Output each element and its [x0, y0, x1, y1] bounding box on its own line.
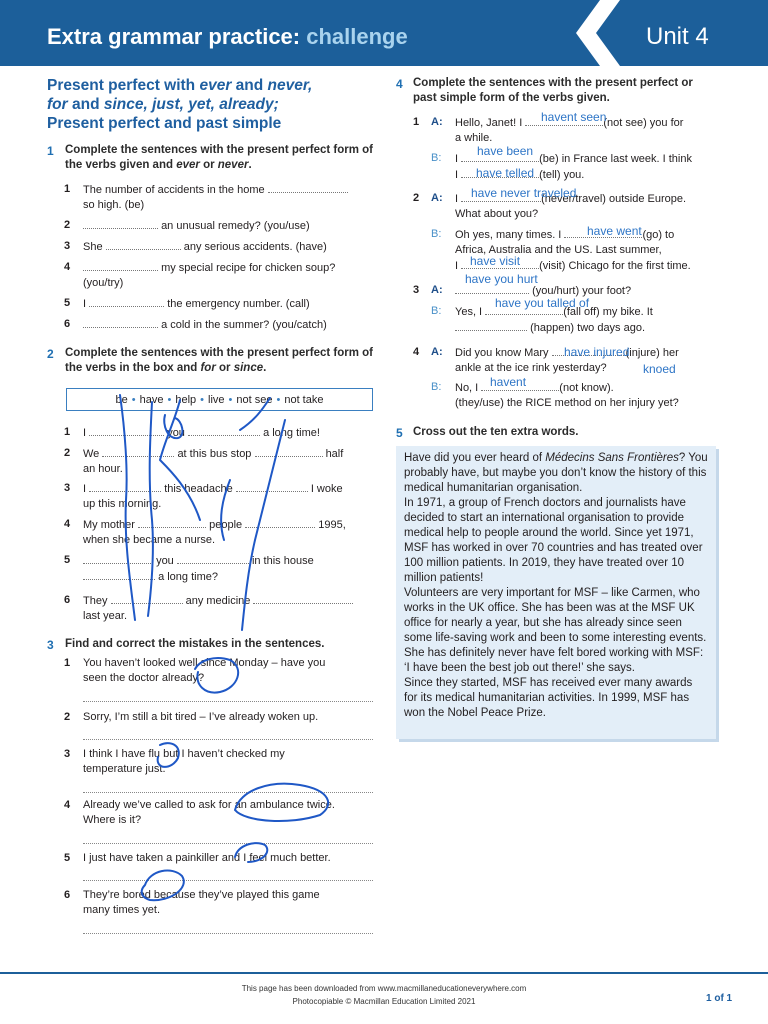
item-number: 5 [64, 852, 71, 864]
correction-line[interactable] [83, 792, 373, 793]
item-number: 4 [64, 261, 71, 273]
item-number: 1 [64, 657, 71, 669]
ex2-item-2: We at this bus stop half an hour. [83, 448, 344, 475]
ex1-item-6: a cold in the summer? (you/catch) [83, 317, 373, 333]
speaker-b: B: [431, 381, 442, 393]
answer-blank[interactable] [138, 517, 206, 528]
answer-blank[interactable] [106, 239, 181, 250]
handwritten-answer: have been [477, 144, 534, 158]
item-number: 4 [64, 518, 71, 530]
handwritten-answer: knoed [643, 362, 676, 376]
speaker-a: A: [431, 346, 443, 358]
ex2-item-5: you in this house a long time? [83, 553, 378, 585]
correction-line[interactable] [83, 843, 373, 844]
handwritten-answer: have injured [564, 345, 630, 359]
exercise-1-instructions: Complete the sentences with the present perfect form of the verbs given and ever or never. [65, 144, 374, 171]
answer-blank[interactable] [245, 517, 315, 528]
ex1-item-4: my special recipe for chicken soup? (you/try) [83, 262, 336, 289]
handwritten-answer: have went [587, 224, 642, 238]
box-word: not see [236, 393, 273, 406]
box-word: not take [284, 393, 324, 406]
answer-blank[interactable] [177, 553, 249, 564]
unit-label: Unit 4 [646, 23, 709, 50]
item-number: 6 [64, 318, 71, 330]
answer-blank[interactable] [111, 593, 183, 604]
reading-paragraph-3: Volunteers are very important for MSF – like Carmen, who works in the UK office. She has been was at the MSF UK office for nearly a year, but she has already since seen some life-saving work and been to some interesting events. She has definitely never have felt bored working with MSF: ‘I have been the best job out there!’ she says. [404, 587, 707, 674]
speaker-a: A: [431, 192, 443, 204]
answer-blank[interactable] [253, 593, 353, 604]
answer-blank[interactable] [236, 481, 308, 492]
d1-a-line: Hello, Janet! I (not see) you for a while. [455, 117, 684, 144]
exercise-4-number: 4 [396, 77, 403, 91]
box-word: have [139, 393, 164, 406]
d4-b-line: No, I (not know). (they/use) the RICE method on her injury yet? [455, 382, 679, 409]
ex3-item-3: I think I have flu but I haven’t checked my temperature just. [83, 748, 285, 775]
box-word: be [115, 393, 128, 406]
ex1-item-3: She any serious accidents. (have) [83, 241, 327, 253]
correction-line[interactable] [83, 701, 373, 702]
item-number: 2 [64, 447, 71, 459]
reading-paragraph-1: Have did you ever heard of Médecins Sans Frontières? You probably have, but maybe you don’t know the history of this medical humanitarian organisation. [404, 452, 708, 494]
speaker-a: A: [431, 284, 443, 296]
d4-a-line: Did you know Mary (injure) her ankle at the ice rink yesterday? [455, 347, 679, 374]
speaker-b: B: [431, 152, 442, 164]
ex3-item-1: You haven’t looked well since Monday – have you seen the doctor already? [83, 657, 326, 684]
d1-b-line: I (be) in France last week. I think I (tell) you. [455, 153, 692, 181]
answer-blank[interactable] [268, 182, 348, 193]
answer-blank[interactable] [89, 296, 164, 307]
answer-blank[interactable] [83, 317, 158, 328]
box-word: live [208, 393, 225, 406]
exercise-4-instructions: Complete the sentences with the present perfect or past simple form of the verbs given. [413, 77, 693, 104]
answer-blank[interactable] [89, 481, 161, 492]
section-title: Present perfect with ever and never, for and since, just, yet, already; Present perfect and past simple [47, 77, 313, 132]
exercise-3-instructions: Find and correct the mistakes in the sentences. [65, 638, 325, 650]
item-number: 2 [413, 192, 420, 204]
ex2-item-3: I this headache I woke up this morning. [83, 483, 343, 510]
correction-line[interactable] [83, 933, 373, 934]
handwritten-answer: havent seen [541, 110, 607, 124]
handwritten-answer: have you hurt [465, 272, 538, 286]
item-number: 1 [64, 426, 71, 438]
handwritten-answer: have visit [470, 254, 521, 268]
footer-download-note: This page has been downloaded from www.macmillaneducationeverywhere.com [241, 984, 527, 993]
exercise-3-number: 3 [47, 638, 54, 652]
ex1-item-5: I the emergency number. (call) [83, 298, 310, 310]
item-number: 1 [64, 183, 71, 195]
ex2-item-1: I you a long time! [83, 427, 320, 439]
item-number: 4 [413, 346, 420, 358]
d3-b-line: Yes, I (fall off) my bike. It (happen) two days ago. [455, 306, 653, 334]
speaker-a: A: [431, 116, 443, 128]
item-number: 3 [413, 284, 420, 296]
ex2-item-4: My mother people 1995, when she became a nurse. [83, 519, 346, 546]
title-highlight: challenge [306, 24, 408, 49]
reading-paragraph-4: Since they started, MSF has received ever many awards for its medical humanitarian activities. In 1999, MSF has won the Nobel Peace Prize. [404, 677, 693, 719]
correction-line[interactable] [83, 739, 373, 740]
answer-blank[interactable] [83, 569, 155, 580]
footer-divider [0, 972, 768, 974]
exercise-5-number: 5 [396, 426, 403, 440]
answer-blank[interactable] [89, 425, 164, 436]
answer-blank[interactable] [455, 320, 527, 331]
page-header [0, 0, 768, 66]
ex1-item-2: an unusual remedy? (you/use) [83, 218, 373, 234]
item-number: 5 [64, 297, 71, 309]
speaker-b: B: [431, 228, 442, 240]
reading-text-box [396, 446, 716, 739]
exercise-5-instructions: Cross out the ten extra words. [413, 426, 579, 438]
handwritten-answer: have never traveled [471, 186, 577, 200]
item-number: 6 [64, 594, 71, 606]
worksheet-title: Extra grammar practice: challenge [47, 24, 408, 49]
answer-blank[interactable] [188, 425, 260, 436]
answer-blank[interactable] [83, 260, 158, 271]
ex3-item-6: They’re bored because they’ve played this game many times yet. [83, 889, 320, 916]
item-number: 4 [64, 799, 71, 811]
item-number: 5 [64, 554, 71, 566]
handwritten-answer: have you talled of [495, 296, 590, 310]
item-number: 3 [64, 482, 71, 494]
ex3-item-2: Sorry, I’m still a bit tired – I’ve already woken up. [83, 711, 319, 723]
handwritten-answer: havent [490, 375, 527, 389]
answer-blank[interactable] [83, 553, 153, 564]
d2-b-line: Oh yes, many times. I (go) to Africa, Australia and the US. Last summer, I (visit) Chicago for the first time. [455, 229, 691, 272]
ex3-item-5: I just have taken a painkiller and I feel much better. [83, 852, 331, 864]
ex2-item-6: They any medicine last year. [83, 593, 378, 624]
handwritten-answer: have telled [476, 166, 535, 180]
item-number: 2 [64, 219, 71, 231]
d2-a-line: I (never/travel) outside Europe. What about you? [455, 193, 687, 220]
answer-blank[interactable] [102, 446, 174, 457]
exercise-2-instructions: Complete the sentences with the present perfect form of the verbs in the box and for or since. [65, 347, 374, 374]
item-number: 6 [64, 889, 71, 901]
ex1-item-1: The number of accidents in the home so high. (be) [83, 182, 373, 213]
page-number: 1 of 1 [706, 993, 733, 1004]
footer-copyright: Photocopiable © Macmillan Education Limited 2021 [292, 997, 476, 1006]
answer-blank[interactable] [255, 446, 323, 457]
item-number: 2 [64, 711, 71, 723]
reading-paragraph-2: In 1971, a group of French doctors and journalists have decided to start an international organisation to provide medical help to people around the world. Since yet 1971, MSF has worked in over 70 countries and has treated over 100 million patients. In 2019, they have treated over 10 million patients! [404, 497, 703, 584]
item-number: 1 [413, 116, 420, 128]
exercise-1-number: 1 [47, 144, 54, 158]
d3-a-line: (you/hurt) your foot? [455, 283, 720, 299]
answer-blank[interactable] [83, 218, 158, 229]
verb-box: be • have • help • live • not see • not take [66, 388, 373, 411]
correction-line[interactable] [83, 880, 373, 881]
speaker-b: B: [431, 305, 442, 317]
item-number: 3 [64, 748, 71, 760]
item-number: 3 [64, 240, 71, 252]
exercise-2-number: 2 [47, 347, 54, 361]
box-word: help [175, 393, 197, 406]
ex3-item-4: Already we’ve called to ask for an ambulance twice. Where is it? [83, 799, 335, 826]
